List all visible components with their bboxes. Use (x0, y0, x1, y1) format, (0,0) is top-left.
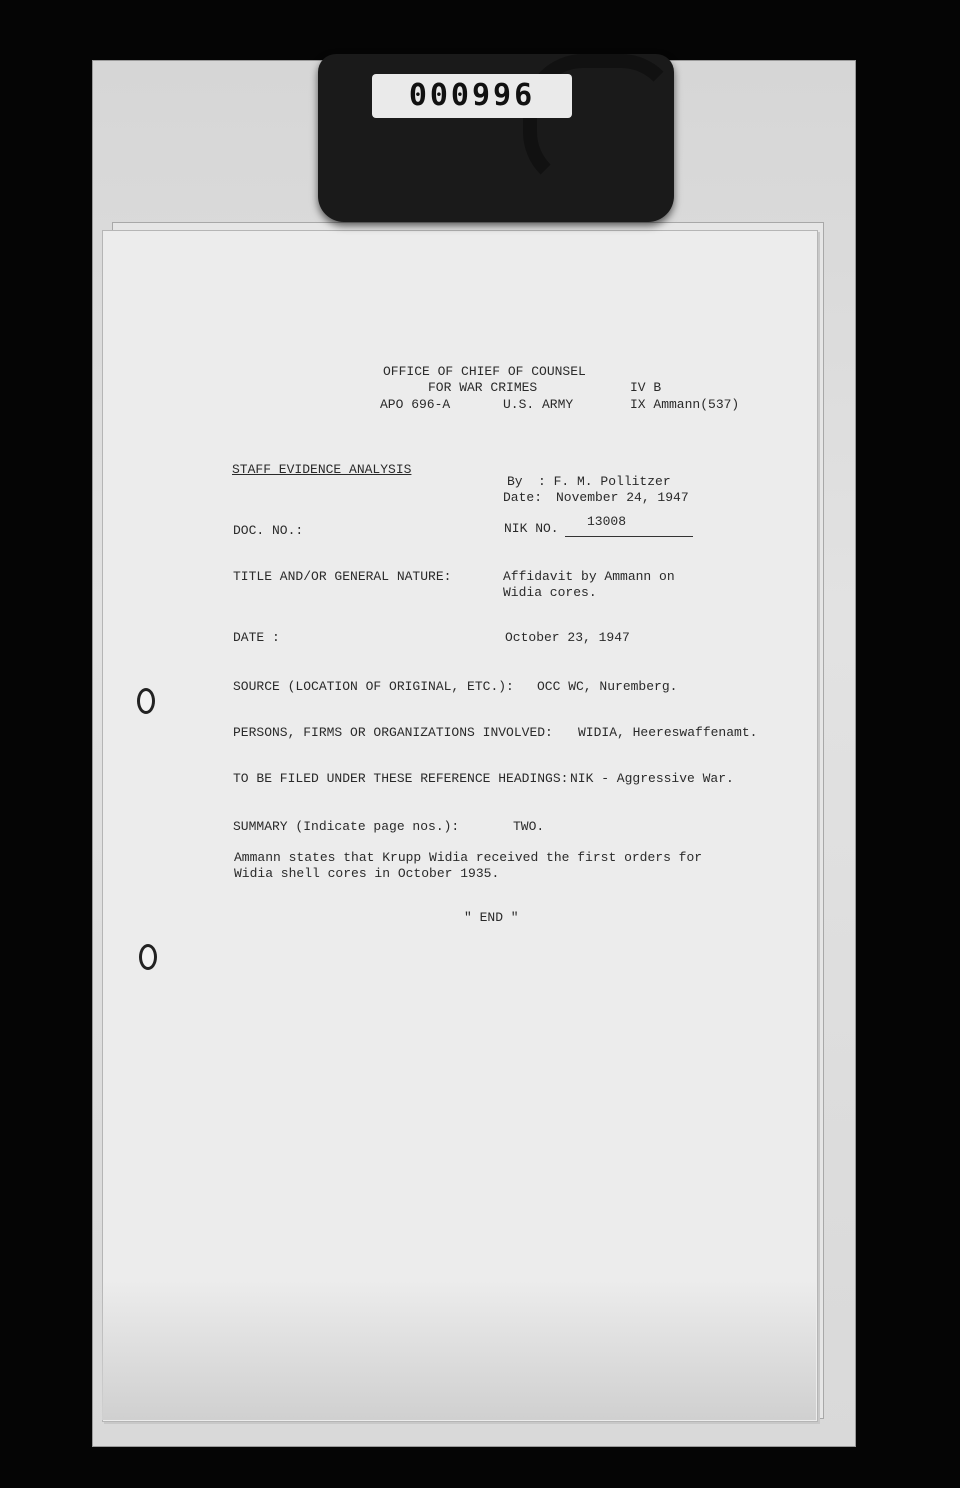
date-label: Date: (503, 490, 543, 505)
source-label: SOURCE (LOCATION OF ORIGINAL, ETC.): (233, 679, 514, 694)
office-line-1: OFFICE OF CHIEF OF COUNSEL (383, 364, 586, 379)
frame-number-stamp: 000996 (372, 74, 572, 118)
analysis-title: STAFF EVIDENCE ANALYSIS (232, 462, 412, 477)
nik-no-field (565, 518, 693, 537)
date-value: November 24, 1947 (556, 490, 689, 505)
nik-no-value: 13008 (587, 514, 627, 529)
office-line-2: FOR WAR CRIMES (428, 380, 538, 395)
case-code: IX Ammann(537) (630, 397, 740, 412)
summary-label: SUMMARY (Indicate page nos.): (233, 819, 460, 834)
by-label: By (507, 474, 523, 489)
end-marker: " END " (464, 910, 519, 925)
title-nature-label: TITLE AND/OR GENERAL NATURE: (233, 569, 452, 584)
page-shadow (102, 1280, 816, 1420)
army-label: U.S. ARMY (503, 397, 574, 412)
source-value: OCC WC, Nuremberg. (537, 679, 678, 694)
doc-date-label: DATE : (233, 630, 280, 645)
filed-value: NIK - Aggressive War. (570, 771, 734, 786)
filed-label: TO BE FILED UNDER THESE REFERENCE HEADINGS: (233, 771, 569, 786)
section-code: IV B (630, 380, 662, 395)
summary-value: TWO. (513, 819, 545, 834)
punch-hole-bottom (139, 944, 157, 970)
title-nature-value-2: Widia cores. (503, 585, 597, 600)
doc-date-value: October 23, 1947 (505, 630, 630, 645)
summary-text-1: Ammann states that Krupp Widia received the first orders for (234, 850, 703, 865)
title-nature-value-1: Affidavit by Ammann on (503, 569, 675, 584)
doc-no-label: DOC. NO.: (233, 523, 304, 538)
nik-no-label: NIK NO. (504, 521, 559, 536)
apo-number: APO 696-A (380, 397, 451, 412)
persons-value: WIDIA, Heereswaffenamt. (578, 725, 758, 740)
by-value: : F. M. Pollitzer (538, 474, 671, 489)
punch-hole-top (137, 688, 155, 714)
persons-label: PERSONS, FIRMS OR ORGANIZATIONS INVOLVED: (233, 725, 553, 740)
summary-text-2: Widia shell cores in October 1935. (234, 866, 500, 881)
